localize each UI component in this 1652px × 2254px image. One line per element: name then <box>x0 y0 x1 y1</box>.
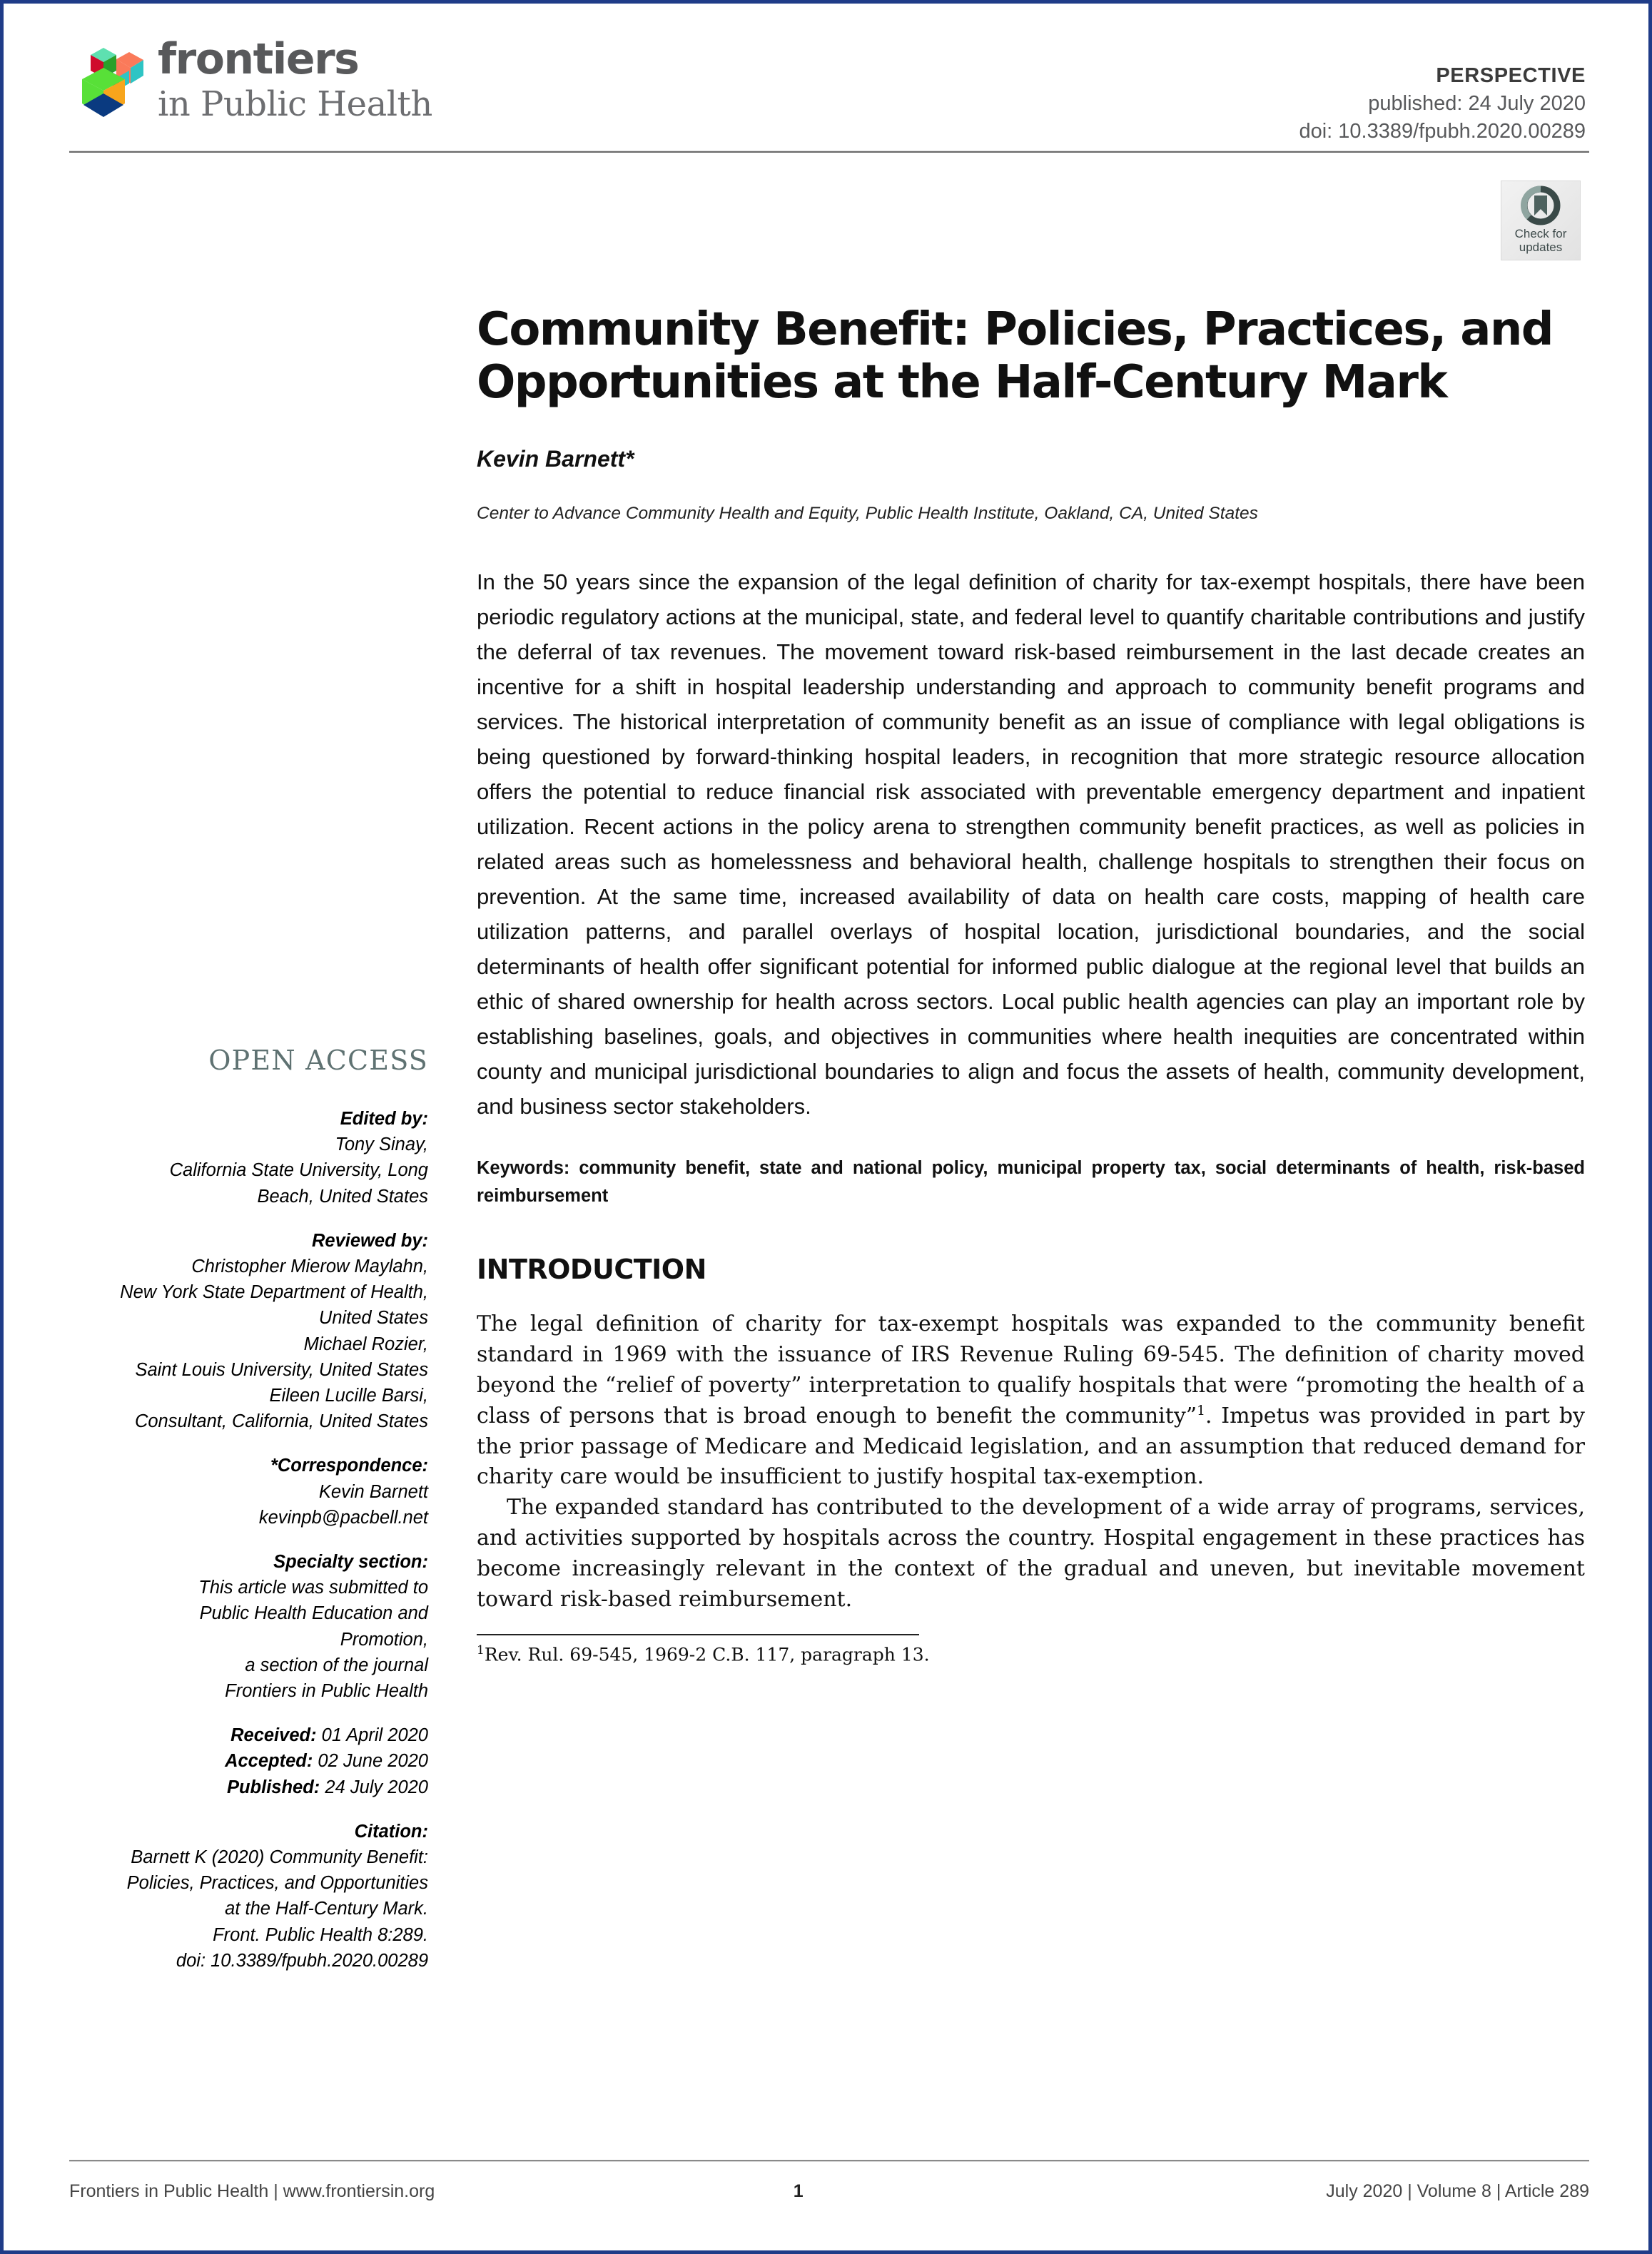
reviewed-by-line: New York State Department of Health, <box>120 1282 428 1303</box>
page-title: Community Benefit: Policies, Practices, and Opportunities at the Half-Century Mark <box>477 303 1554 410</box>
footer-divider <box>69 2160 1589 2162</box>
citation-block <box>69 1819 428 1974</box>
reviewed-by-line: United States <box>318 1308 428 1329</box>
crossmark-label <box>1515 227 1567 254</box>
edited-by-label: Edited by: <box>340 1108 428 1129</box>
footnote-1 <box>477 1643 1585 1667</box>
reviewed-by-line: Christopher Mierow Maylahn, <box>191 1256 428 1276</box>
specialty-line: Public Health Education and <box>199 1603 428 1624</box>
open-access-label: OPEN ACCESS <box>208 1045 428 1076</box>
edited-by-block <box>69 1106 428 1209</box>
published-label: Published: <box>226 1777 320 1797</box>
citation-label: Citation: <box>354 1821 428 1842</box>
edited-by-line: California State University, Long <box>169 1160 428 1181</box>
specialty-line: Frontiers in Public Health <box>225 1681 428 1702</box>
published-date-row <box>69 1775 428 1800</box>
correspondence-email[interactable]: kevinpb@pacbell.net <box>258 1507 428 1528</box>
received-date-row <box>69 1722 428 1748</box>
reviewed-by-line: Michael Rozier, <box>303 1334 428 1354</box>
citation-line: at the Half-Century Mark. <box>225 1899 428 1919</box>
keywords-list: Keywords: community benefit, state and national policy, municipal property tax, social determinants of health, risk-based reimbursement <box>477 1157 1585 1207</box>
reviewed-by-label: Reviewed by: <box>312 1230 428 1251</box>
author-name: Kevin Barnett* <box>477 446 634 472</box>
article-sidebar <box>69 1042 428 1992</box>
reviewed-by-line: Saint Louis University, United States <box>135 1359 428 1380</box>
correspondence-block <box>69 1453 428 1530</box>
specialty-line: a section of the journal <box>245 1655 428 1675</box>
intro-p1-part-b: . Impetus was provided in part by the prior passage of Medicare and Medicaid legislation, and an assumption that reduced demand for charity care would be insufficient to justify hospital tax-exemption. <box>477 1403 1585 1490</box>
footer-journal-url[interactable]: Frontiers in Public Health | www.frontiersin.org <box>69 2181 435 2201</box>
author-affiliation: Center to Advance Community Health and Equity, Public Health Institute, Oakland, CA, United States <box>477 504 1258 524</box>
correspondence-label: *Correspondence: <box>270 1456 428 1476</box>
page-footer <box>69 2181 1589 2202</box>
footer-volume-article: July 2020 | Volume 8 | Article 289 <box>1326 2181 1589 2201</box>
section-heading-introduction: INTRODUCTION <box>477 1254 706 1285</box>
citation-line: Front. Public Health 8:289. <box>213 1924 428 1945</box>
received-label: Received: <box>230 1725 317 1746</box>
citation-doi[interactable]: doi: 10.3389/fpubh.2020.00289 <box>176 1950 428 1971</box>
article-header-meta <box>1299 62 1586 146</box>
specialty-line: This article was submitted to <box>198 1578 428 1598</box>
received-value: 01 April 2020 <box>316 1725 428 1746</box>
article-dates-block <box>69 1722 428 1800</box>
published-date: published: 24 July 2020 <box>1368 92 1586 116</box>
correspondence-name: Kevin Barnett <box>318 1481 428 1502</box>
citation-line: Barnett K (2020) Community Benefit: <box>131 1847 428 1868</box>
footnote-divider <box>477 1634 919 1635</box>
abstract-text: In the 50 years since the expansion of the legal definition of charity for tax-exempt hospitals, there have been periodic regulatory actions at the municipal, state, and federal level to quantify charitable contributions and justify the deferral of tax revenues. The movement toward risk-based reimbursement in the last decade creates an incentive for a shift in hospital leadership understanding and approach to community benefit programs and services. The historical interpretation of community benefit as an issue of compliance with legal obligations is being questioned by forward-thinking hospital leaders, in recognition that more strategic resource allocation offers the potential to reduce financial risk associated with preventable emergency department and inpatient utilization. Recent actions in the policy arena to strengthen community benefit practices, as well as policies in related areas such as homelessness and behavioral health, challenge hospitals to strengthen their focus on prevention. At the same time, increased availability of data on health care costs, mapping of health care utilization patterns, and parallel overlays of hospital location, jurisdictional boundaries, and the social determinants of health offer significant potential for informed public dialogue at the regional level that builds an ethic of shared ownership for health across sectors. Local public health agencies can play an important role by establishing baselines, goals, and objectives in communities where health inequities are concentrated within county and municipal jurisdictional boundaries to align and focus the assets of health, community development, and business sector stakeholders. <box>477 569 1585 1119</box>
article-main-column <box>477 303 1585 1667</box>
footnote-text: Rev. Rul. 69-545, 1969-2 C.B. 117, paragraph 13. <box>484 1644 930 1665</box>
accepted-value: 02 June 2020 <box>313 1751 428 1772</box>
frontiers-cubes-logo-icon <box>69 42 146 126</box>
crossmark-line2: updates <box>1519 240 1563 255</box>
reviewed-by-block <box>69 1228 428 1435</box>
page-number: 1 <box>793 2181 804 2201</box>
article-type-label: PERSPECTIVE <box>1436 64 1586 87</box>
intro-p1-part-a: The legal definition of charity for tax-exempt hospitals was expanded to the community benefit standard in 1969 with the issuance of IRS Revenue Ruling 69-545. The definition of charity moved beyond the “relief of poverty” interpretation to qualify hospitals that were “promoting the health of a class of persons that is broad enough to benefit the community” <box>477 1311 1585 1428</box>
footnote-reference-1[interactable]: 1 <box>1197 1403 1205 1418</box>
reviewed-by-line: Eileen Lucille Barsi, <box>269 1385 428 1406</box>
edited-by-line: Tony Sinay, <box>335 1134 428 1155</box>
crossmark-line1: Check for <box>1514 227 1567 240</box>
accepted-date-row <box>69 1748 428 1774</box>
journal-logo-text <box>158 34 432 124</box>
header-divider <box>69 151 1589 153</box>
reviewed-by-line: Consultant, California, United States <box>134 1411 428 1432</box>
specialty-section-label: Specialty section: <box>273 1552 428 1572</box>
logo-frontiers-word: frontiers <box>158 34 359 84</box>
specialty-section-block <box>69 1549 428 1704</box>
edited-by-line: Beach, United States <box>257 1186 428 1207</box>
intro-paragraph-1 <box>477 1309 1585 1493</box>
journal-masthead <box>69 34 569 145</box>
intro-paragraph-2: The expanded standard has contributed to the development of a wide array of programs, services, and activities supported by hospitals across the country. Hospital engagement in these practices has become increasingly relevant in the context of the gradual and uneven, but inevitable movement toward risk-based reimbursement. <box>477 1495 1585 1613</box>
crossmark-icon <box>1521 186 1561 225</box>
check-for-updates-badge[interactable] <box>1501 181 1581 260</box>
citation-line: Policies, Practices, and Opportunities <box>126 1873 428 1894</box>
specialty-line: Promotion, <box>340 1629 428 1650</box>
logo-journal-name: in Public Health <box>158 84 432 124</box>
footnote-marker: 1 <box>477 1643 485 1657</box>
published-value: 24 July 2020 <box>320 1777 428 1797</box>
accepted-label: Accepted: <box>225 1751 313 1772</box>
doi-line: doi: 10.3389/fpubh.2020.00289 <box>1299 120 1586 143</box>
